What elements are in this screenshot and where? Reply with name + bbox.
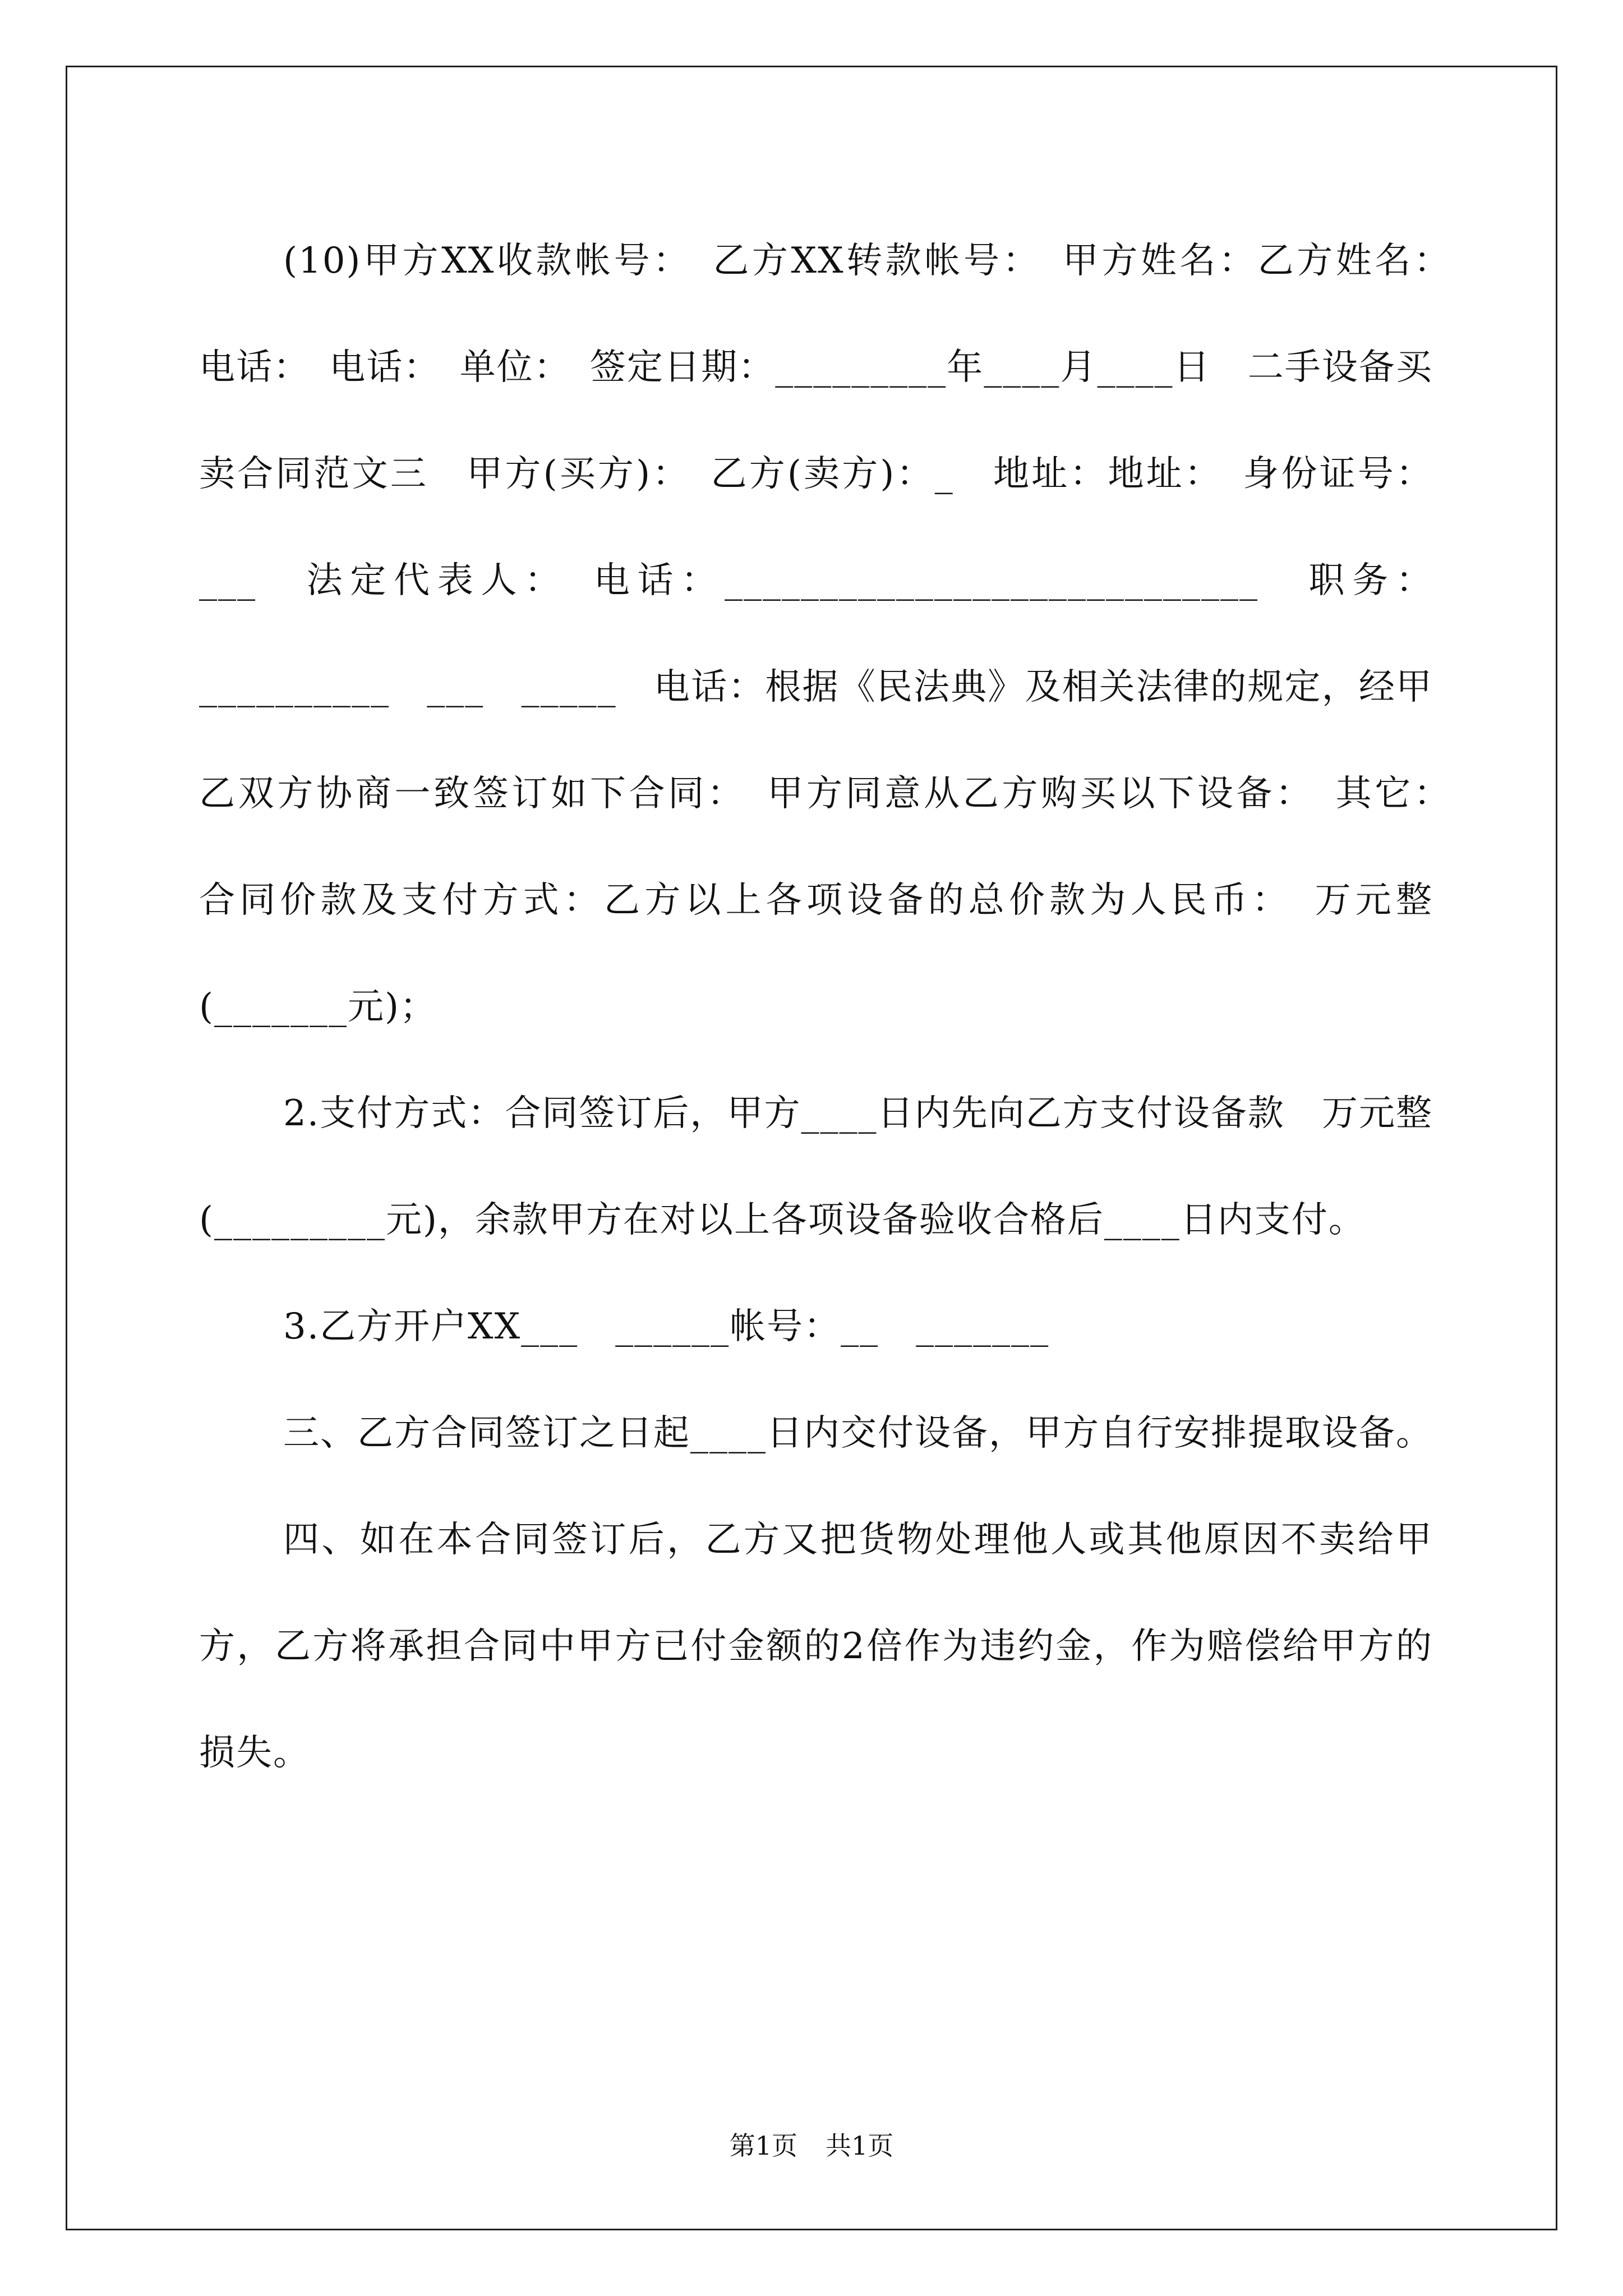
paragraph-contract-info: (10)甲方XX收款帐号： 乙方XX转款帐号： 甲方姓名：乙方姓名： 电话： 电话： 单位： 签定日期：_________年____月____日 二手设备买卖合同范文三 甲方(买方)： 乙方(卖方)：_ 地址：地址： 身份证号：___ 法定代表人： 电话：____________________________ 职务：__________ ___ _____ 电话：根据《民法典》及相关法律的规定，经甲乙双方协商一致签订如下合同： 甲方同意从乙方购买以下设备： 其它： 合同价款及支付方式：乙方以上各项设备的总价款为人民币： 万元整(_______元)； bbox=[199, 240, 1470, 1028]
page-footer bbox=[0, 2129, 1623, 2162]
page-number-current: 第1页 bbox=[729, 2131, 797, 2161]
paragraph-bank-account: 3.乙方开户XX___ ______帐号：__ _______ bbox=[283, 1306, 1050, 1347]
page-number-total: 共1页 bbox=[826, 2131, 894, 2161]
paragraph-payment-method: 2.支付方式：合同签订后，甲方____日内先向乙方支付设备款 万元整(_________元)，余款甲方在对以上各项设备验收合格后____日内支付。 bbox=[199, 1093, 1433, 1241]
document-body bbox=[199, 208, 1470, 1806]
paragraph-delivery: 三、乙方合同签订之日起____日内交付设备，甲方自行安排提取设备。 bbox=[283, 1412, 1433, 1454]
paragraph-breach: 四、如在本合同签订后，乙方又把货物处理他人或其他原因不卖给甲方，乙方将承担合同中甲方已付金额的2倍作为违约金，作为赔偿给甲方的损失。 bbox=[199, 1519, 1433, 1774]
